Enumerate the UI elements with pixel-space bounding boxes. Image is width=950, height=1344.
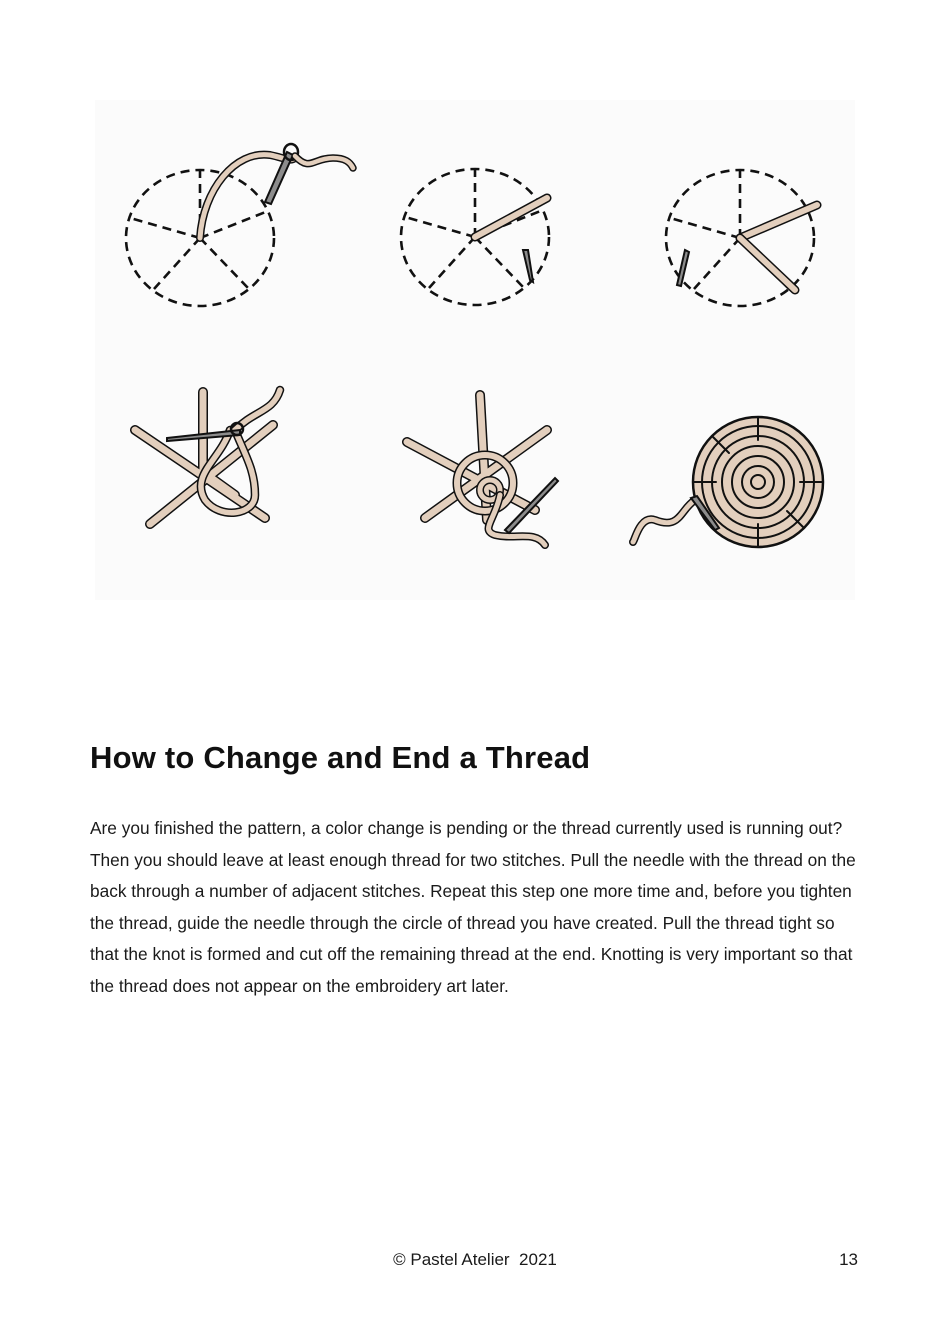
stitch-steps-illustration bbox=[95, 100, 855, 600]
section-body-text: Are you finished the pattern, a color change is pending or the thread currently used is running out? Then you should leave at least enough thread for two stitches. Pull the needle with the thread on the back through a number of adjacent stitches. Repeat this step one more time and, before you tighten the thread, guide the needle through the circle of thread you have created. Pull the thread tight so that the knot is formed and cut off the remaining thread at the end. Knotting is very important so that the thread does not appear on the embroidery art later. bbox=[90, 818, 856, 996]
section-title: How to Change and End a Thread bbox=[90, 740, 591, 775]
step-3-diagram bbox=[666, 170, 817, 306]
page-number: 13 bbox=[839, 1250, 858, 1269]
footer-copyright: © Pastel Atelier 2021 bbox=[393, 1250, 557, 1269]
step-2-diagram bbox=[401, 169, 549, 305]
step-5-diagram bbox=[407, 395, 558, 545]
step-4-diagram bbox=[135, 390, 280, 524]
step-1-diagram bbox=[126, 144, 353, 306]
step-6-diagram bbox=[633, 417, 823, 547]
